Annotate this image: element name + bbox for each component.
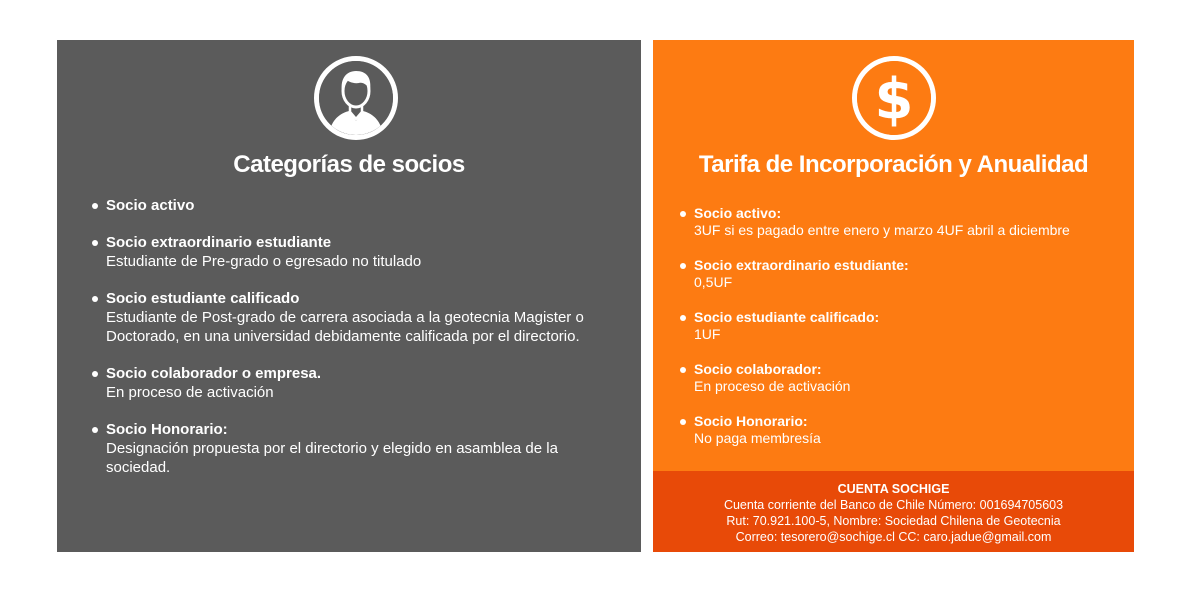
list-item: [680, 361, 1120, 395]
list-item: [92, 364, 612, 402]
bullet-icon: [92, 240, 98, 246]
svg-text:$: $: [874, 67, 914, 132]
item-title: Socio extraordinario estudiante:: [694, 257, 909, 273]
categories-list: [92, 196, 612, 495]
bullet-icon: [680, 367, 686, 373]
item-title: Socio Honorario:: [694, 413, 808, 429]
list-item: [92, 289, 612, 346]
account-title: CUENTA SOCHIGE: [837, 482, 950, 496]
item-title: Socio colaborador o empresa.: [106, 365, 322, 382]
bullet-icon: [92, 296, 98, 302]
account-email-line[interactable]: Correo: tesorero@sochige.cl CC: caro.jadue@gmail.com: [735, 530, 1052, 544]
item-title: Socio extraordinario estudiante: [106, 234, 332, 251]
item-description: Estudiante de Pre-grado o egresado no titulado: [106, 253, 422, 270]
item-title: Socio activo: [106, 197, 195, 214]
list-item: [680, 309, 1120, 343]
item-title: Socio estudiante calificado: [106, 290, 300, 307]
list-item: [92, 420, 612, 477]
item-title: Socio Honorario:: [106, 421, 228, 438]
bullet-icon: [680, 419, 686, 425]
item-description: En proceso de activación: [106, 384, 274, 401]
bullet-icon: [680, 211, 686, 217]
list-item: [92, 233, 612, 271]
item-description: Designación propuesta por el directorio y elegido en asamblea de la sociedad.: [106, 440, 558, 476]
left-panel-title: Categorías de socios: [233, 151, 465, 178]
item-title: Socio colaborador:: [694, 361, 822, 377]
account-number-line: Cuenta corriente del Banco de Chile Número: 001694705603: [723, 498, 1064, 512]
fees-list: [680, 205, 1120, 465]
bullet-icon: [92, 371, 98, 377]
list-item: [680, 205, 1120, 239]
item-description: 0,5UF: [694, 274, 733, 290]
list-item: [680, 257, 1120, 291]
dollar-icon: [852, 56, 936, 140]
list-item: [680, 413, 1120, 447]
list-item: [92, 196, 612, 215]
item-description: En proceso de activación: [694, 378, 851, 394]
membership-categories-panel: [57, 40, 641, 552]
account-rut-line: Rut: 70.921.100-5, Nombre: Sociedad Chilena de Geotecnia: [726, 514, 1061, 528]
user-icon: [314, 56, 398, 140]
bullet-icon: [92, 203, 98, 209]
fees-panel: [653, 40, 1134, 552]
bullet-icon: [680, 263, 686, 269]
item-title: Socio estudiante calificado:: [694, 309, 880, 325]
bullet-icon: [92, 427, 98, 433]
item-title: Socio activo:: [694, 205, 782, 221]
bullet-icon: [680, 315, 686, 321]
item-description: 1UF: [694, 326, 721, 342]
item-description: No paga membresía: [694, 430, 821, 446]
bank-account-box: [653, 471, 1134, 552]
item-description: 3UF si es pagado entre enero y marzo 4UF abril a diciembre: [694, 222, 1070, 238]
right-panel-title: Tarifa de Incorporación y Anualidad: [698, 151, 1089, 178]
item-description: Estudiante de Post-grado de carrera asociada a la geotecnia Magister o Doctorado, en una universidad debidamente calificada por el directorio.: [106, 309, 584, 345]
